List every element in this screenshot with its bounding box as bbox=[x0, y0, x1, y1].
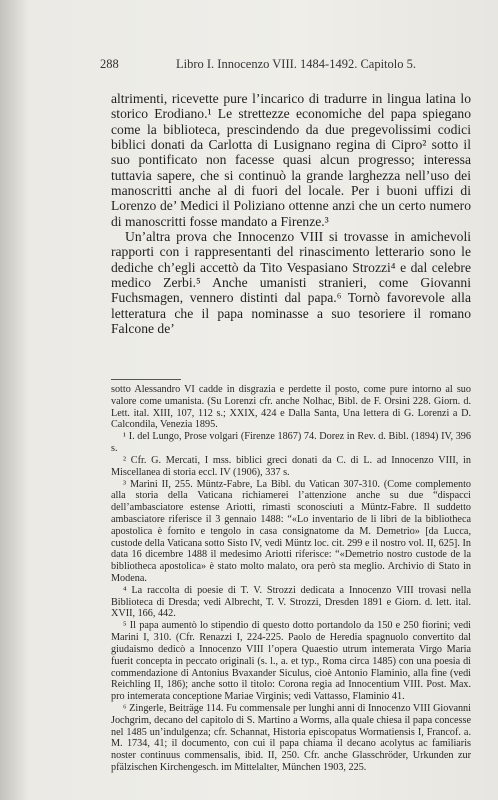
main-text bbox=[111, 91, 471, 337]
page-header bbox=[100, 57, 468, 72]
paragraph: altrimenti, ricevette pure l’incarico di tradurre in lingua latina lo storico Erodiano.¹ Le strettezze economiche del papa spiegano come la biblioteca, prescindendo da due pregevolissimi codici biblici donati da Carlotta di Lusignano regina di Cipro² sotto il suo pontificato non facesse quasi alcun progresso; interessa tuttavia sapere, che si continuò la grande larghezza nell’uso dei manoscritti anche al di fuori del locale. Per i buoni uffizi di Lorenzo de’ Medici il Poliziano ottenne anzi che un certo numero di manoscritti fosse mandato a Firenze.³ bbox=[111, 91, 471, 229]
paragraph: Un’altra prova che Innocenzo VIII si trovasse in amichevoli rapporti con i rappresentanti del rinascimento letterario sono le dediche ch’egli accettò da Tito Vespasiano Strozzi⁴ e dal celebre medico Zerbi.⁵ Anche umanisti stranieri, come Giovanni Fuchsmagen, vennero distinti dal papa.⁶ Tornò favorevole alla letteratura che il papa nominasse a suo tesoriere il romano Falcone de’ bbox=[111, 229, 471, 337]
footnote: ⁶ Zingerle, Beiträge 114. Fu commensale per lunghi anni di Innocenzo VIII Giovanni Jochgrim, decano del capitolo di S. Martino a Worms, alla quale chiesa il papa concesse nel 1485 un’indulgenza; cfr. Schannat, Historia episcopatus Wormatiensis I, Francof. a. M. 1734, 41; il documento, con cui il papa chiama il decano acolytus ac familiaris noster continuus commensalis, ibid. II, 250. Cfr. anche Glasschröder, Urkunden zur pfälzischen Kirchengesch. im Mittelalter, München 1903, 225. bbox=[111, 702, 471, 773]
footnote: ⁴ La raccolta di poesie di T. V. Strozzi dedicata a Innocenzo VIII trovasi nella Biblioteca di Dresda; vedi Albrecht, T. V. Strozzi, Dresden 1891 e Giorn. d. lett. ital. XVII, 166, 442. bbox=[111, 584, 471, 620]
footnote: ¹ I. del Lungo, Prose volgari (Firenze 1867) 74. Dorez in Rev. d. Bibl. (1894) IV, 396 s. bbox=[111, 431, 471, 455]
footnote-rule bbox=[111, 379, 181, 380]
footnote-continuation: sotto Alessandro VI cadde in disgrazia e perdette il posto, come pure intorno al suo valore come umanista. (Su Lorenzi cfr. anche Nolhac, Bibl. de F. Orsini 228. Giorn. d. Lett. ital. XIII, 107, 112 s.; XXIX, 424 e Dalla Santa, Una lettera di G. Lorenzi a D. Calcondila, Venezia 1895. bbox=[111, 384, 471, 431]
footnote: ³ Marini II, 255. Müntz-Fabre, La Bibl. du Vatican 307-310. (Come complemento alla storia della Vaticana richiamerei l’attenzione anche su due “dispacci dell’ambasciatore estense Ariotti, rimasti sconosciuti a Müntz-Fabre. Il suddetto ambasciatore riferisce il 3 gennaio 1488: “«Lo inventario de li libri de la bibliotheca apostolica è fornito e tengolo in casa consignatome da M. Demetrio» [da Lucca, custode della Vaticana sotto Sisto IV, vedi Müntz loc. cit. 299 e il nostro vol. II, 625]. In data 16 dicembre 1488 il medesimo Ariotti riferisce: “«Demetrio nostro custode de la bibliotheca apostolica» è stato molto malato, ora però sta meglio. Archivio di Stato in Modena. bbox=[111, 478, 471, 584]
footnote: ⁵ Il papa aumentò lo stipendio di questo dotto portandolo da 150 e 250 fiorini; vedi Marini I, 310. (Cfr. Renazzi I, 224-225. Paolo de Heredia spagnuolo convertito dal giudaismo dedicò a Innocenzo VIII l’opera Quaestio utrum intemerata Virgo Maria fuerit concepta in peccato originali (s. l., a. et typ., Roma circa 1485) con una poesia di commendazione di Antonius Bvaxander Siculus, cioè Antonio Flaminio, alla fine (vedi Reichling II, 186); anche sotto il titolo: Corona regia ad Innocentium VIII. Post. Max. pro intemerata conceptione Mariae Virginis; vedi Vattasso, Flaminio 41. bbox=[111, 620, 471, 703]
spine-shadow bbox=[0, 0, 28, 800]
running-head: Libro I. Innocenzo VIII. 1484-1492. Capitolo 5. bbox=[176, 57, 416, 71]
footnotes bbox=[111, 384, 471, 774]
page-number: 288 bbox=[100, 57, 119, 71]
footnote: ² Cfr. G. Mercati, I mss. biblici greci donati da C. di L. ad Innocenzo VIII, in Miscellanea di storia eccl. IV (1906), 337 s. bbox=[111, 454, 471, 478]
